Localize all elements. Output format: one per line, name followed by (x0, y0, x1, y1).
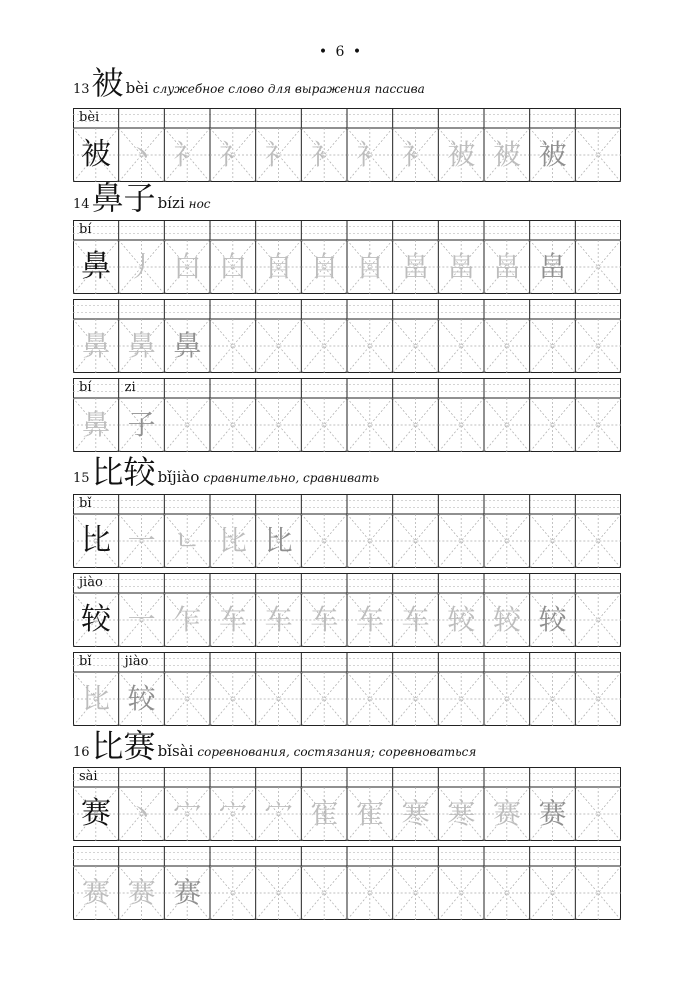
practice-row (73, 494, 621, 568)
pinyin-label: bǐ (79, 496, 92, 511)
entry-number: 13 (73, 82, 90, 97)
entry-translation: нос (188, 197, 211, 211)
trace-character: 赛 (538, 797, 567, 830)
trace-character: 寒 (447, 797, 476, 830)
practice-row (73, 378, 621, 452)
entry-translation: соревнования, состязания; соревноваться (197, 745, 477, 759)
trace-character: 乍 (173, 603, 202, 636)
trace-character: 宀 (264, 797, 293, 830)
entry-number: 14 (73, 197, 90, 212)
trace-character: 比 (218, 524, 247, 557)
trace-character: 畠 (538, 250, 567, 283)
practice-row (73, 108, 621, 182)
trace-character: 赛 (81, 876, 110, 909)
trace-character: 宀 (218, 797, 247, 830)
trace-character: 被 (447, 138, 476, 171)
page-number: • 6 • (318, 44, 364, 60)
entry-14 (73, 181, 211, 215)
entry-number: 15 (73, 471, 90, 486)
practice-row (73, 220, 621, 294)
pinyin-label: sài (79, 769, 98, 784)
entry-hanzi: 被 (91, 64, 124, 102)
trace-character: 被 (492, 138, 521, 171)
trace-character: 礻 (173, 138, 202, 171)
pinyin-label: jiào (124, 654, 149, 669)
trace-character: 子 (127, 408, 156, 441)
trace-character: 车 (401, 603, 430, 636)
trace-character: 赛 (173, 876, 202, 909)
trace-character: 赛 (492, 797, 521, 830)
entry-13 (73, 66, 425, 100)
trace-character: 畠 (447, 250, 476, 283)
practice-row (73, 652, 621, 726)
entry-15 (73, 455, 379, 489)
entry-translation: сравнительно, сравнивать (203, 471, 380, 485)
trace-character: 较 (538, 603, 567, 636)
practice-row (73, 573, 621, 647)
trace-character: 比 (264, 524, 293, 557)
trace-character: 较 (447, 603, 476, 636)
trace-character: 车 (355, 603, 384, 636)
practice-row (73, 846, 621, 920)
trace-character: 车 (264, 603, 293, 636)
pinyin-label: bèi (79, 110, 100, 125)
trace-character: 寉 (310, 797, 339, 830)
model-character: 鼻 (81, 249, 111, 284)
pinyin-label: bǐ (79, 654, 92, 669)
pinyin-label: jiào (79, 575, 103, 590)
model-character: 比 (81, 523, 111, 558)
entry-hanzi: 鼻子 (91, 179, 156, 217)
trace-character: 衤 (355, 138, 384, 171)
trace-character: 衤 (310, 138, 339, 171)
trace-character: 自 (310, 250, 339, 283)
entry-number: 16 (73, 745, 90, 760)
trace-character: 寉 (355, 797, 384, 830)
entry-translation: служебное слово для выражения пассива (152, 82, 425, 96)
entry-pinyin: bèi (125, 79, 149, 97)
trace-character: 一 (127, 524, 156, 557)
trace-character: 衤 (401, 138, 430, 171)
trace-character: 丿 (127, 250, 156, 283)
trace-character: 自 (264, 250, 293, 283)
trace-character: 畠 (492, 250, 521, 283)
trace-character: 鼻 (81, 408, 110, 441)
practice-row (73, 299, 621, 373)
trace-character: 白 (218, 250, 247, 283)
trace-character: 宀 (173, 797, 202, 830)
trace-character: 车 (218, 603, 247, 636)
model-character: 较 (81, 602, 111, 637)
trace-character: 车 (310, 603, 339, 636)
practice-row (73, 767, 621, 841)
trace-character: 鼻 (173, 329, 202, 362)
entry-16 (73, 729, 476, 763)
model-character: 被 (81, 137, 111, 172)
trace-character: ㄴ (173, 524, 201, 557)
trace-character: 礻 (218, 138, 247, 171)
pinyin-label: bí (79, 380, 92, 395)
trace-character: 白 (173, 250, 202, 283)
trace-character: 较 (127, 682, 156, 715)
entry-pinyin: bǐsài (157, 742, 194, 760)
trace-character: 畠 (401, 250, 430, 283)
entry-hanzi: 比赛 (91, 727, 156, 765)
entry-pinyin: bízi (157, 194, 185, 212)
trace-character: 丶 (127, 138, 156, 171)
pinyin-label: zi (124, 380, 136, 395)
trace-character: 自 (355, 250, 384, 283)
pinyin-label: bí (79, 222, 92, 237)
model-character: 赛 (81, 796, 111, 831)
trace-character: 一 (127, 603, 156, 636)
trace-character: 比 (81, 682, 110, 715)
trace-character: 寒 (401, 797, 430, 830)
entry-pinyin: bǐjiào (157, 468, 200, 486)
trace-character: 鼻 (81, 329, 110, 362)
trace-character: 鼻 (127, 329, 156, 362)
trace-character: 赛 (127, 876, 156, 909)
trace-character: 被 (538, 138, 567, 171)
trace-character: 丶 (127, 797, 156, 830)
trace-character: 较 (492, 603, 521, 636)
entry-hanzi: 比较 (91, 453, 156, 491)
trace-character: 礻 (264, 138, 293, 171)
